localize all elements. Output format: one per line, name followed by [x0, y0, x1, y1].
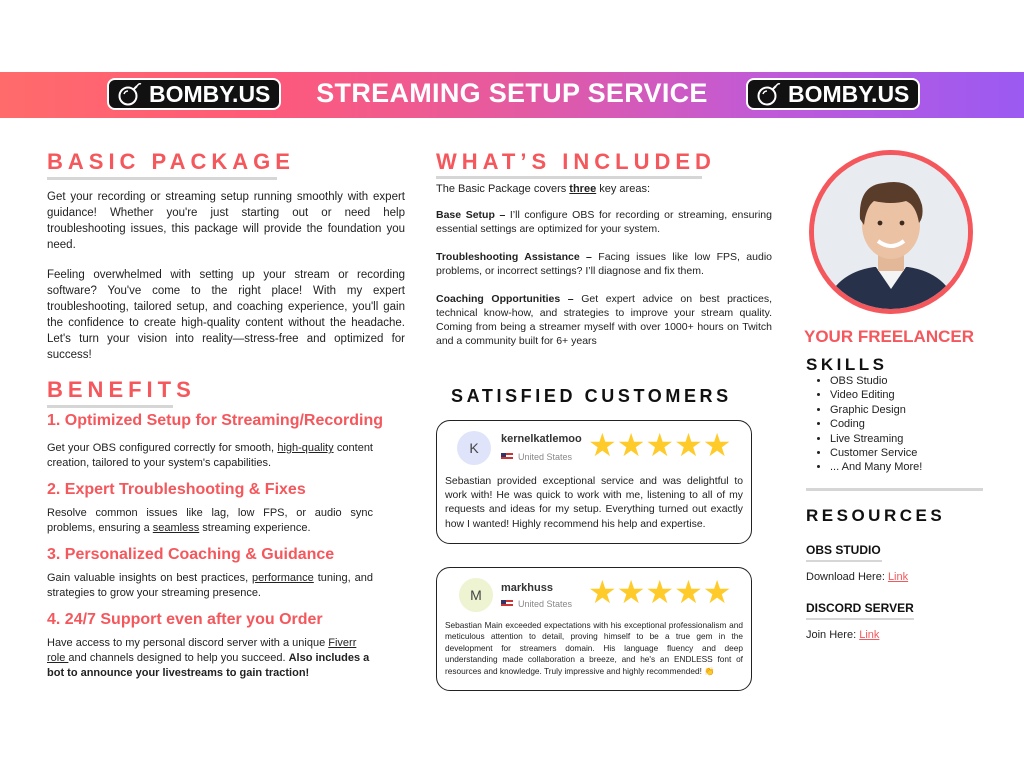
- reviewer-name: markhuss: [501, 582, 553, 594]
- review-card: [436, 567, 752, 691]
- list-item: • OBS Studio: [830, 374, 922, 388]
- basic-package-heading: BASIC PACKAGE: [47, 149, 295, 174]
- list-item: • Video Editing: [830, 388, 922, 402]
- heading-underline: [436, 176, 702, 179]
- rating-stars: ★★★★★: [588, 427, 732, 463]
- page-title: STREAMING SETUP SERVICE: [316, 78, 708, 108]
- discord-join-link[interactable]: Link: [859, 629, 880, 641]
- benefit-3-text: Gain valuable insights on best practices, performance tuning, and strategies to grow your streaming presence.: [47, 572, 373, 599]
- title-underline: [806, 560, 882, 562]
- list-item: • ... And Many More!: [830, 460, 922, 474]
- brand-logo-left: [107, 78, 281, 110]
- freelancer-photo: [814, 155, 968, 309]
- obs-download-line: Download Here: Link: [806, 571, 909, 583]
- bomb-icon: [117, 81, 143, 107]
- review-text: Sebastian provided exceptional service and was delightful to work with! He was quick to work with me, listening to all of my requests and ideas for my setup. Everything turned out exactly how I wanted! Highly recommend his help and expertise.: [445, 476, 743, 530]
- benefit-3-title: 3. Personalized Coaching & Guidance: [47, 546, 335, 563]
- reviewer-avatar: [457, 431, 491, 465]
- resources-heading: RESOURCES: [806, 506, 946, 525]
- list-item: • Graphic Design: [830, 403, 922, 417]
- list-item: • Coding: [830, 417, 922, 431]
- title-underline: [806, 618, 914, 620]
- basic-intro-paragraph: Get your recording or streaming setup running smoothly with expert guidance! Whether you're just starting out or need help troubleshooting issues, this package will provide the foundation you need.: [47, 191, 405, 251]
- bomb-icon: [756, 81, 782, 107]
- reviewer-avatar: [459, 578, 493, 612]
- your-freelancer-heading: YOUR FREELANCER: [804, 327, 975, 346]
- obs-download-link[interactable]: Link: [887, 571, 909, 583]
- benefit-4-title: 4. 24/7 Support even after you Order: [47, 611, 323, 628]
- review-text: Sebastian Main exceeded expectations with his exceptional professionalism and meticulous attention to detail, proving himself to be a true gem in the development for streamers domain. His language fluency and deep understanding made collaboration a breeze, and he's an ENDLESS font of resources and knowledge. Truly impressive and highly recommended! 👏: [445, 620, 743, 676]
- benefits-heading: BENEFITS: [47, 377, 196, 402]
- brand-text: BOMBY.US: [149, 80, 271, 107]
- basic-detail-paragraph: Feeling overwhelmed with setting up your stream or recording software? You've come to the right place! With my expert troubleshooting, tailored setup, and coaching experience, you'll gain the confidence to create high-quality content without the headache. Let's turn your vision into reality—stress-free and optimized for success!: [47, 269, 405, 361]
- brand-text: BOMBY.US: [788, 80, 910, 107]
- benefit-1-text: Get your OBS configured correctly for smooth, high-quality content creation, tailored to your system's capabilities.: [47, 442, 373, 469]
- list-item: • Customer Service: [830, 446, 922, 460]
- list-item: • Live Streaming: [830, 432, 922, 446]
- included-item-base-setup: Base Setup – I’ll configure OBS for recording or streaming, ensuring essential settings are optimized for your system.: [436, 209, 772, 235]
- skills-list: [806, 374, 922, 475]
- skills-heading: SKILLS: [806, 355, 888, 374]
- reviewer-location: United States: [501, 452, 572, 462]
- included-intro: The Basic Package covers three key areas:: [436, 183, 651, 195]
- brand-logo-right: [746, 78, 920, 110]
- benefit-1-title: 1. Optimized Setup for Streaming/Recording: [47, 412, 384, 429]
- satisfied-customers-heading: SATISFIED CUSTOMERS: [451, 386, 732, 406]
- us-flag-icon: [501, 453, 513, 461]
- rating-stars: ★★★★★: [588, 574, 732, 610]
- reviewer-initial: K: [469, 440, 479, 456]
- divider: [806, 488, 983, 491]
- discord-join-line: Join Here: Link: [806, 629, 880, 641]
- reviewer-location: United States: [501, 599, 572, 609]
- benefit-2-text: Resolve common issues like lag, low FPS, or audio sync problems, ensuring a seamless streaming experience.: [47, 507, 373, 534]
- discord-server-title: DISCORD SERVER: [806, 601, 914, 615]
- heading-underline: [47, 177, 277, 180]
- benefit-2-title: 2. Expert Troubleshooting & Fixes: [47, 481, 306, 498]
- obs-studio-title: OBS STUDIO: [806, 543, 881, 557]
- us-flag-icon: [501, 600, 513, 608]
- included-item-troubleshooting: Troubleshooting Assistance – Facing issues like low FPS, audio problems, or incorrect settings? I’ll diagnose and fix them.: [436, 251, 772, 277]
- reviewer-name: kernelkatlemoo: [501, 433, 582, 445]
- benefit-4-text: Have access to my personal discord server with a unique Fiverr role and channels designed to help you succeed. Also includes a bot to announce your livestreams to gain traction!: [47, 637, 370, 679]
- heading-underline: [47, 405, 173, 408]
- whats-included-heading: WHAT’S INCLUDED: [436, 149, 716, 174]
- included-item-coaching: Coaching Opportunities – Get expert advice on best practices, technical know-how, and strategies to improve your stream quality. Coming from being a streamer myself with over 1000+ hours on Twitch and a community built for 6+ years: [436, 293, 773, 347]
- review-card: [436, 420, 752, 544]
- reviewer-initial: M: [470, 587, 482, 603]
